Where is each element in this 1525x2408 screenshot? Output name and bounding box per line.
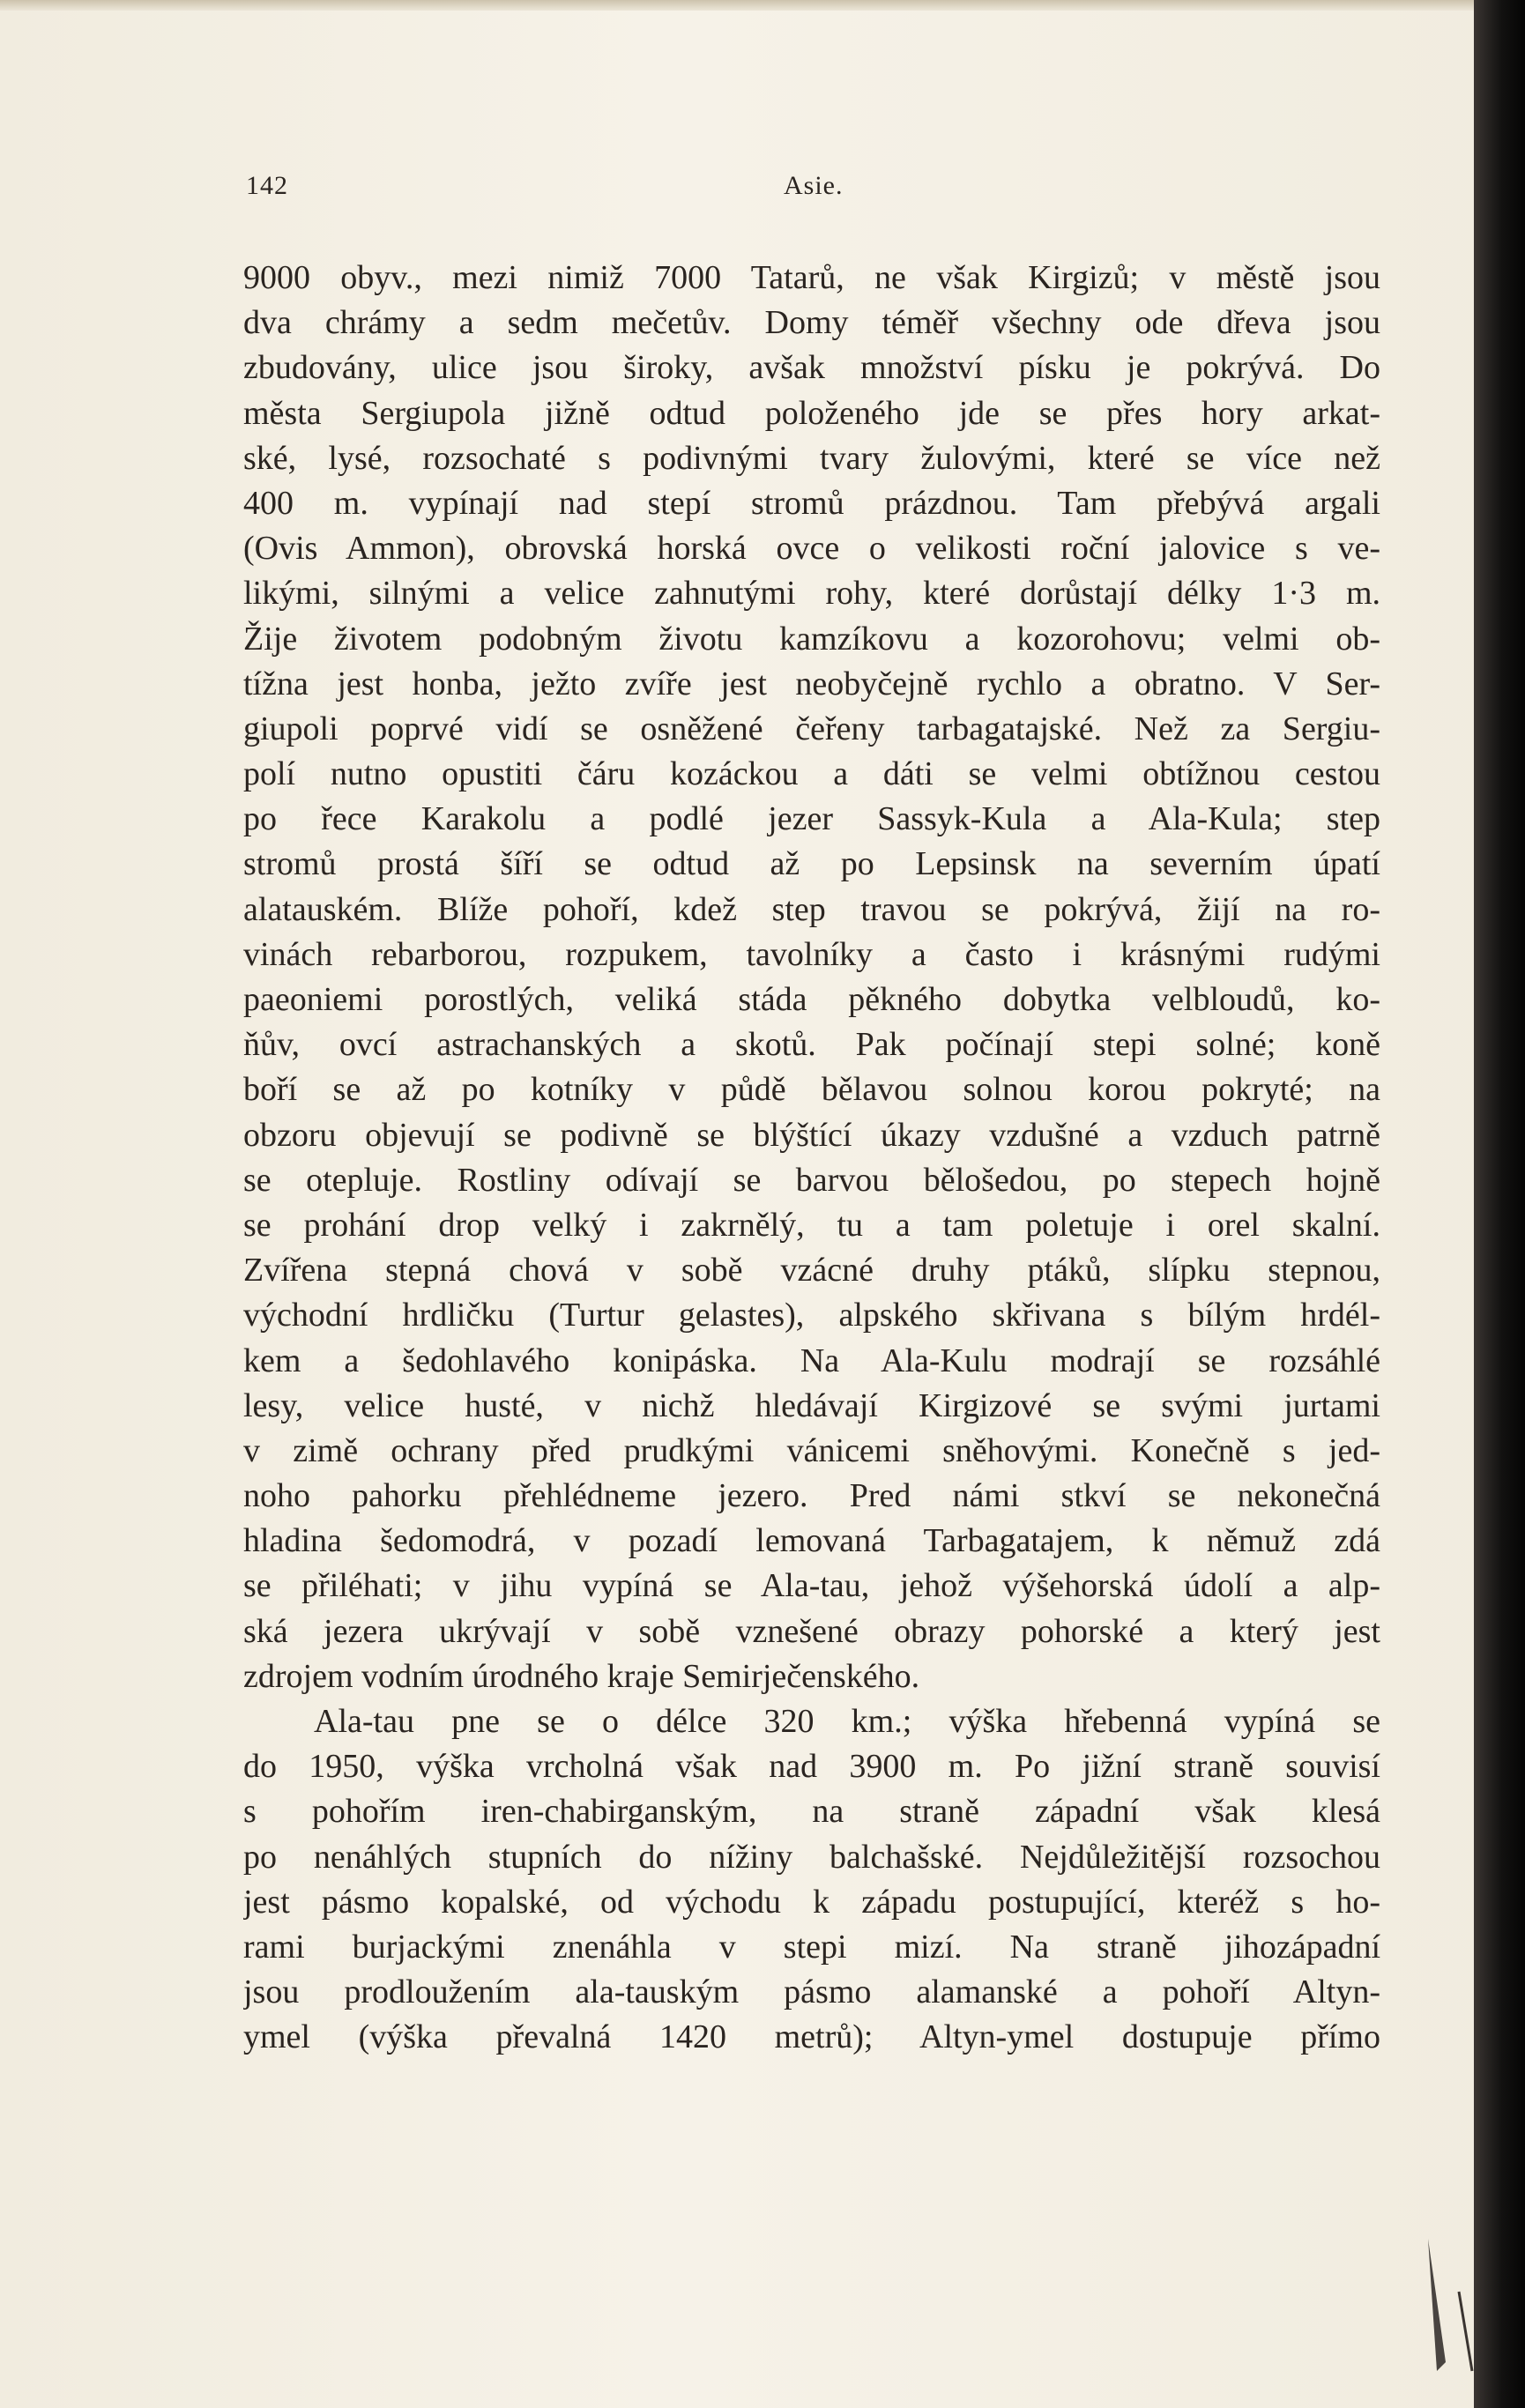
text-line: paeoniemi porostlých, veliká stáda pěkného dobytka velbloudů, ko- (243, 981, 1380, 1018)
text-line: ymel (výška převalná 1420 metrů); Altyn-ymel dostupuje přímo (243, 2018, 1380, 2056)
text-line: tížna jest honba, ježto zvíře jest neobyčejně rychlo a obratno. V Ser- (243, 665, 1380, 702)
paragraph-2 (243, 1699, 1380, 2061)
text-line: Žije životem podobným životu kamzíkovu a kozorohovu; velmi ob- (243, 620, 1380, 658)
page-crease-mark (1424, 2221, 1477, 2380)
text-line: boří se až po kotníky v půdě bělavou solnou korou pokryté; na (243, 1071, 1380, 1109)
text-line: se prohání drop velký i zakrnělý, tu a tam poletuje i orel skalní. (243, 1206, 1380, 1244)
text-line: Ala-tau pne se o délce 320 km.; výška hřebenná vypíná se (314, 1703, 1380, 1740)
text-line: zbudovány, ulice jsou široky, avšak množství písku je pokrývá. Do (243, 349, 1380, 387)
text-line: s pohořím iren-chabirganským, na straně západní však klesá (243, 1793, 1380, 1831)
text-line: zdrojem vodním úrodného kraje Semirječenského. (243, 1657, 920, 1695)
text-line: likými, silnými a velice zahnutými rohy, které dorůstají délky 1·3 m. (243, 575, 1380, 613)
text-line: obzoru objevují se podivně se blýštící úkazy vzdušné a vzduch patrně (243, 1116, 1380, 1154)
text-line: 400 m. vypínají nad stepí stromů prázdnou. Tam přebývá argali (243, 484, 1380, 522)
text-line: jsou prodloužením ala-tauským pásmo alamanské a pohoří Altyn- (243, 1973, 1380, 2011)
text-line: (Ovis Ammon), obrovská horská ovce o velikosti roční jalovice s ve- (243, 530, 1380, 568)
text-line: vinách rebarborou, rozpukem, tavolníky a často i krásnými rudými (243, 935, 1380, 973)
page-top-edge (0, 0, 1499, 11)
text-line: giupoli poprvé vidí se osněžené čeřeny tarbagatajské. Než za Sergiu- (243, 710, 1380, 747)
text-line: města Sergiupola jižně odtud položeného jde se přes hory arkat- (243, 394, 1380, 432)
text-line: polí nutno opustiti čáru kozáckou a dáti se velmi obtížnou cestou (243, 755, 1380, 793)
text-line: dva chrámy a sedm mečetův. Domy téměř všechny ode dřeva jsou (243, 304, 1380, 342)
page-number: 142 (246, 171, 288, 200)
text-line: ňův, ovcí astrachanských a skotů. Pak počínají stepi solné; koně (243, 1026, 1380, 1064)
text-line: v zimě ochrany před prudkými vánicemi sněhovými. Konečně s jed- (243, 1431, 1380, 1469)
text-line: po řece Karakolu a podlé jezer Sassyk-Kula a Ala-Kula; step (243, 800, 1380, 838)
body-text (243, 256, 1380, 2061)
text-line: noho pahorku přehlédneme jezero. Pred námi stkví se nekonečná (243, 1477, 1380, 1515)
text-line: alatauském. Blíže pohoří, kdež step travou se pokrývá, žijí na ro- (243, 890, 1380, 928)
page-header (246, 171, 1374, 215)
text-line: jest pásmo kopalské, od východu k západu postupující, kteréž s ho- (243, 1883, 1380, 1921)
text-line: stromů prostá šíří se odtud až po Lepsinsk na severním úpatí (243, 845, 1380, 883)
text-line: se otepluje. Rostliny odívají se barvou bělošedou, po stepech hojně (243, 1161, 1380, 1199)
paragraph-1 (243, 256, 1380, 1699)
book-spine-shadow (1474, 0, 1525, 2408)
text-line: ská jezera ukrývají v sobě vznešené obrazy pohorské a který jest (243, 1612, 1380, 1650)
text-line: východní hrdličku (Turtur gelastes), alpského skřivana s bílým hrdél- (243, 1297, 1380, 1334)
text-line: ské, lysé, rozsochaté s podivnými tvary žulovými, které se více než (243, 439, 1380, 477)
text-line: lesy, velice husté, v nichž hledávají Kirgizové se svými jurtami (243, 1386, 1380, 1424)
text-line: kem a šedohlavého konipáska. Na Ala-Kulu modrají se rozsáhlé (243, 1341, 1380, 1379)
text-line: po nenáhlých stupních do nížiny balchašské. Nejdůležitější rozsochou (243, 1838, 1380, 1876)
text-line: do 1950, výška vrcholná však nad 3900 m. Po jižní straně souvisí (243, 1748, 1380, 1786)
running-title: Asie. (784, 171, 844, 200)
text-line: rami burjackými znenáhla v stepi mizí. Na straně jihozápadní (243, 1928, 1380, 1966)
text-line: Zvířena stepná chová v sobě vzácné druhy ptáků, slípku stepnou, (243, 1252, 1380, 1289)
text-line: hladina šedomodrá, v pozadí lemovaná Tarbagatajem, k němuž zdá (243, 1522, 1380, 1560)
text-line: se přiléhati; v jihu vypíná se Ala-tau, jehož výšehorská údolí a alp- (243, 1567, 1380, 1605)
text-line: 9000 obyv., mezi nimiž 7000 Tatarů, ne však Kirgizů; v městě jsou (243, 259, 1380, 296)
